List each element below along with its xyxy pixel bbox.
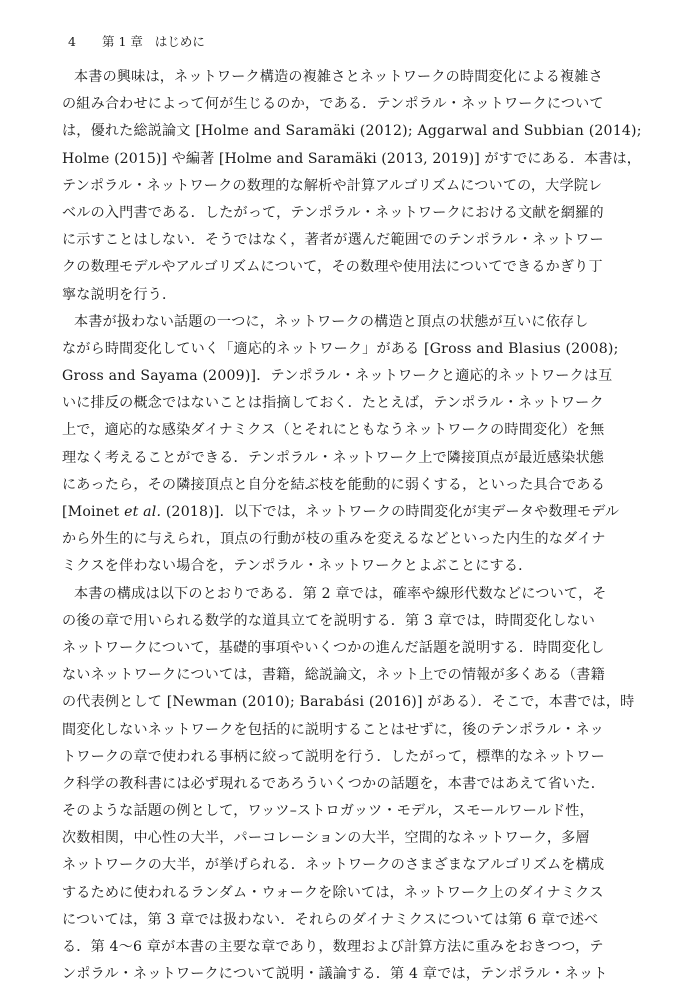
text-line: ンポラル・ネットワークについて説明・議論する．第 4 章では，テンポラル・ネット [62, 966, 608, 983]
text-line: ベルの入門書である．したがって，テンポラル・ネットワークにおける文献を網羅的 [62, 204, 604, 221]
text-line: Holme (2015)] や編著 [Holme and Saramäki (2013, 2019)] がすでにある．本書は， [62, 150, 641, 167]
text-line: いに排反の概念ではないことは指摘しておく．たとえば，テンポラル・ネットワーク [62, 395, 604, 412]
chapter-label: 第 1 章 [102, 34, 143, 49]
text-line: そのような話題の例として，ワッツ–ストロガッツ・モデル，スモールワールド性， [62, 803, 594, 820]
text-line: 寧な説明を行う． [62, 286, 177, 303]
body-text [62, 64, 642, 988]
paragraph [62, 64, 642, 309]
text-line: は，優れた総説論文 [Holme and Saramäki (2012); Aggarwal and Subbian (2014); [62, 123, 642, 140]
text-line: に示すことはしない．そうではなく，著者が選んだ範囲でのテンポラル・ネットワー [62, 232, 604, 249]
text-line: 本書の構成は以下のとおりである．第 2 章では，確率や線形代数などについて，そ [74, 585, 607, 602]
text-line: するために使われるランダム・ウォークを除いては，ネットワーク上のダイナミクス [62, 884, 604, 901]
text-line: 間変化しないネットワークを包括的に説明することはせずに，後のテンポラル・ネッ [62, 721, 605, 738]
text-line: クの数理モデルやアルゴリズムについて，その数理や使用法についてできるかぎり丁 [62, 259, 603, 276]
running-head [68, 34, 205, 50]
text-line: テンポラル・ネットワークの数理的な解析や計算アルゴリズムについての，大学院レ [62, 177, 603, 194]
italic-et-al: et al. [124, 504, 162, 520]
text-line: トワークの章で使われる事柄に絞って説明を行う．したがって，標準的なネットワー [62, 748, 605, 765]
text-line: 上で，適応的な感染ダイナミクス（とそれにともなうネットワークの時間変化）を無 [62, 422, 605, 439]
text-line: [Moinet et al. (2018)]．以下では，ネットワークの時間変化が実データや数理モデル [62, 504, 620, 520]
text-line: の後の章で用いられる数学的な道具立てを説明する．第 3 章では，時間変化しない [62, 612, 596, 629]
text-line: ミクスを伴わない場合を，テンポラル・ネットワークとよぶことにする． [62, 558, 533, 575]
text-line: る．第 4〜6 章が本書の主要な章であり，数理および計算方法に重みをおきつつ，テ [62, 939, 604, 955]
paragraph [62, 581, 642, 989]
text-line: から外生的に与えられ，頂点の行動が枝の重みを変えるなどといった内生的なダイナ [62, 531, 606, 548]
text-line: ないネットワークについては，書籍，総説論文，ネット上での情報が多くある（書籍 [62, 667, 605, 684]
text-line: ながら時間変化していく「適応的ネットワーク」がある [Gross and Blasius (2008); [62, 340, 619, 357]
text-line: 理なく考えることができる．テンポラル・ネットワーク上で隣接頂点が最近感染状態 [62, 449, 605, 466]
paragraph [62, 309, 642, 581]
text-line: にあったら，その隣接頂点と自分を結ぶ枝を能動的に弱くする，といった具合である [62, 476, 606, 493]
text-line: の組み合わせによって何が生じるのか，である．テンポラル・ネットワークについて [62, 96, 604, 113]
text-line: ネットワークについて，基礎的事項やいくつかの進んだ話題を説明する．時間変化し [62, 639, 605, 656]
text-line: については，第 3 章では扱わない．それらのダイナミクスについては第 6 章で述べ [62, 911, 599, 928]
text-line: 本書の興味は，ネットワーク構造の複雑さとネットワークの時間変化による複雑さ [74, 69, 603, 85]
text-line: ネットワークの大半，が挙げられる．ネットワークのさまざまなアルゴリズムを構成 [62, 857, 605, 874]
text-line: 次数相関，中心性の大半，パーコレーションの大半，空間的なネットワーク，多層 [62, 830, 590, 847]
text-line: ク科学の教科書には必ず現れるであろういくつかの話題を，本書ではあえて省いた． [62, 775, 606, 792]
text-line: Gross and Sayama (2009)]．テンポラル・ネットワークと適応的ネットワークは互 [62, 368, 613, 385]
text-line: の代表例として [Newman (2010); Barabási (2016)] がある）．そこで，本書では，時 [62, 694, 635, 711]
chapter-title: はじめに [154, 34, 205, 49]
page-number: 4 [68, 34, 76, 49]
text-line: 本書が扱わない話題の一つに，ネットワークの構造と頂点の状態が互いに依存し [74, 313, 589, 330]
